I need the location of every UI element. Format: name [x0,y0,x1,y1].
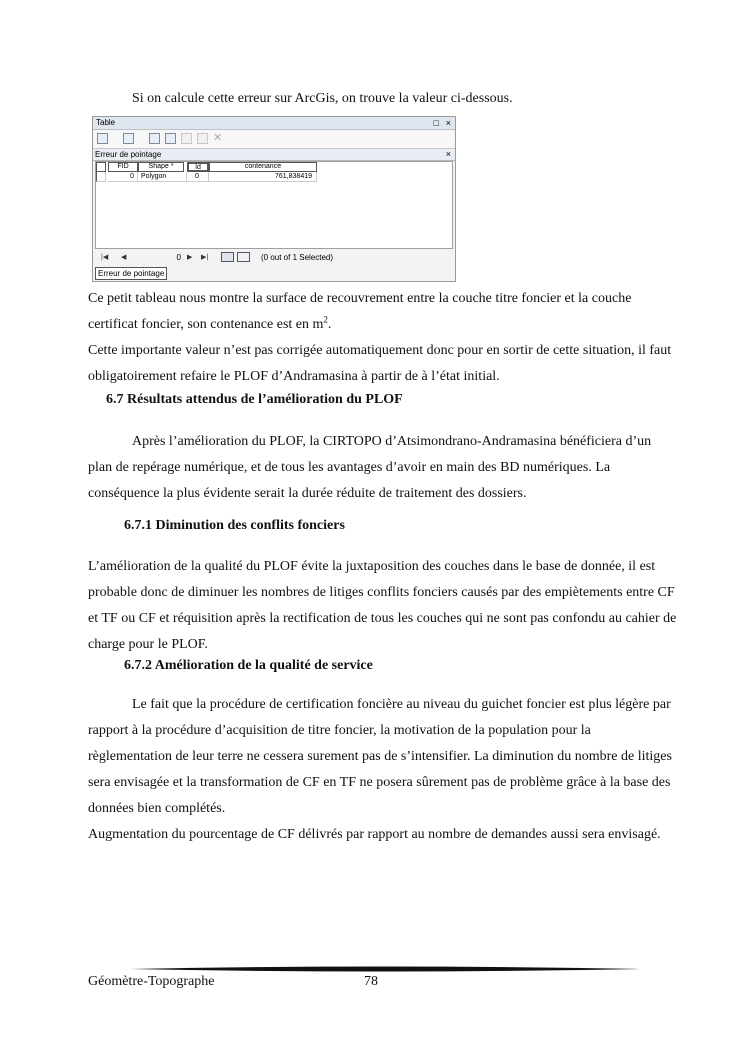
cell-id[interactable]: 0 [187,172,209,182]
previous-record-icon[interactable]: ◀ [121,254,127,261]
paragraph-overlap-surface [88,286,678,338]
unit-exponent: 2 [323,314,328,325]
record-index[interactable]: 0 [176,253,181,262]
first-record-icon[interactable]: |◀ [101,254,109,261]
next-record-icon[interactable]: ▶ [187,254,193,261]
cell-contenance[interactable]: 761,838419 [209,172,317,182]
last-record-icon[interactable]: ▶| [201,254,209,261]
close-icon[interactable]: × [445,118,451,128]
column-header-fid[interactable]: FID [108,162,138,172]
column-header-contenance[interactable]: contenance [209,162,317,172]
close-layer-icon[interactable]: × [445,149,451,159]
page-number: 78 [364,974,378,989]
heading-6-7-2: 6.7.2 Amélioration de la qualité de service [124,658,373,673]
show-selected-records-icon[interactable] [237,252,250,262]
restore-icon[interactable]: □ [433,118,439,128]
table-window-titlebar [93,117,455,130]
show-all-records-icon[interactable] [221,252,234,262]
paragraph-overlap-end: . [327,317,332,332]
heading-6-7: 6.7 Résultats attendus de l’amélioration du PLOF [106,392,403,407]
row-selector[interactable] [96,172,106,182]
paragraph-correction: Cette importante valeur n’est pas corrigée automatiquement donc pour en sortir de cette situation, il faut obligatoirement refaire le PLOF d’Andramasina à partir de à l’état initial. [88,343,672,384]
paragraph-overlap-text: Ce petit tableau nous montre la surface de recouvrement entre la couche titre foncier et la couche certificat foncier, son contenance est en m [88,291,632,332]
attribute-grid [95,161,453,249]
record-navigation [95,251,451,265]
paragraph-expected-results: Après l’amélioration du PLOF, la CIRTOPO d’Atsimondrano-Andramasina bénéficiera d’un plan de repérage numérique, et de tous les avantages d’avoir en main des BD numériques. La conséquence la plus évidente serait la durée réduite de traitement des dossiers. [88,434,652,501]
footer-label: Géomètre-Topographe [88,974,215,989]
related-tables-icon[interactable] [123,133,134,144]
select-by-attributes-icon[interactable] [149,133,160,144]
paragraph-conflicts: L’amélioration de la qualité du PLOF évite la juxtaposition des couches dans le base de donnée, il est probable donc de diminuer les nombres de litiges conflits fonciers causés par des empiètements entre CF et TF ou CF et réquisition après la rectification de tous les couches qui ne sont pas confondu au cahier de charge pour le PLOF. [88,559,677,652]
arcgis-table-window [92,116,456,282]
cell-shape[interactable]: Polygon [138,172,187,182]
table-tab[interactable]: Erreur de pointage [95,267,167,280]
switch-selection-icon[interactable] [165,133,176,144]
table-toolbar [93,130,455,149]
heading-6-7-1: 6.7.1 Diminution des conflits fonciers [124,518,345,533]
cell-fid[interactable]: 0 [108,172,138,182]
clear-selection-icon[interactable] [181,133,192,144]
delete-selected-icon[interactable]: ✕ [213,132,223,144]
paragraph-cf-percentage: Augmentation du pourcentage de CF délivrés par rapport au nombre de demandes aussi sera envisagé. [88,827,661,842]
zoom-to-selected-icon[interactable] [197,133,208,144]
column-header-shape[interactable]: Shape * [138,162,184,172]
footer-rule [130,966,640,972]
layer-table-titlebar [93,149,455,161]
layer-table-title: Erreur de pointage [95,150,162,159]
selection-status: (0 out of 1 Selected) [261,253,334,262]
intro-text: Si on calcule cette erreur sur ArcGis, on trouve la valeur ci-dessous. [132,91,513,106]
row-selector-header [96,162,106,172]
table-window-title: Table [96,118,116,127]
column-header-id[interactable]: Id [187,162,209,172]
paragraph-service-quality: Le fait que la procédure de certification foncière au niveau du guichet foncier est plus légère par rapport à la procédure d’acquisition de titre foncier, la motivation de la population pour la règlementation de leur terre ne cessera surement pas de s’intensifier. La diminution du nombre de litiges sera envisagée et la transformation de CF en TF ne posera sûrement pas de problème grâce à la base des données bien complétés. [88,697,672,816]
table-options-icon[interactable] [97,133,108,144]
